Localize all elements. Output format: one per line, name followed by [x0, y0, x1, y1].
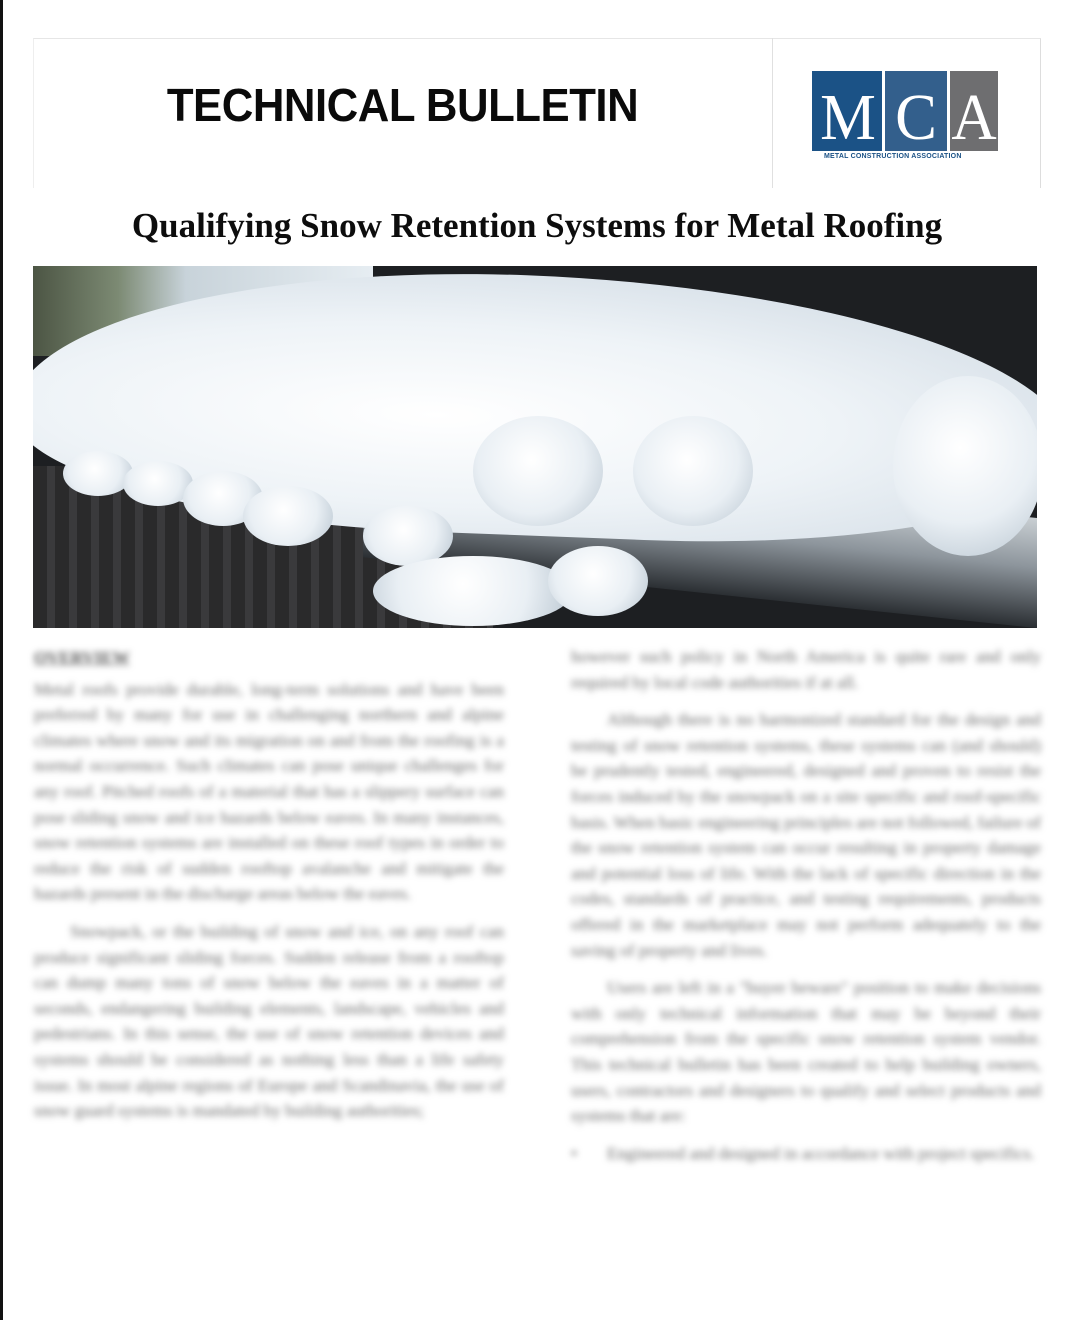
document-title: Qualifying Snow Retention Systems for Metal Roofing	[131, 206, 943, 245]
photo-snow-clump	[473, 416, 603, 526]
paragraph: Although there is no harmonized standard for the design and testing of snow retention systems, these systems can (and should) be prudently tested, engineered, designed and proven to resist the forces induced by the snowpack on a site specific and roof-specific basis. When basic engineering principles are not followed, failure of the snow retention system can occur resulting in property damage and potential loss of life. With the lack of specific direction in the codes, standards of practice, and testing requirements, products offered in the marketplace may not perform adequately to the saving of property and lives.	[571, 710, 1041, 960]
logo-letter-m: M	[820, 81, 877, 154]
bullet-text: Engineered and designed in accordance with project specifics.	[607, 1143, 1035, 1163]
photo-snow-clump	[373, 556, 573, 626]
bulletin-label: TECHNICAL BULLETIN	[166, 79, 639, 131]
paragraph: however such policy in North America is quite rare and only required by local code authorities if at all.	[571, 647, 1041, 692]
bullet-item	[571, 1141, 1041, 1167]
mca-logo	[812, 71, 998, 163]
header-divider	[772, 38, 773, 188]
logo-letter-a: A	[951, 81, 997, 154]
logo-letter-c: C	[895, 81, 937, 154]
photo-snow-clump	[893, 376, 1037, 556]
photo-snow-clump	[63, 451, 133, 496]
logo-tagline: METAL CONSTRUCTION ASSOCIATION	[824, 153, 962, 160]
logo-block-c	[885, 71, 947, 154]
photo-snow-clump	[548, 546, 648, 616]
hero-photo-snow-roof	[33, 266, 1037, 628]
photo-snow-clump	[633, 416, 753, 526]
paragraph: Snowpack, or the building of snow and ice, on any roof can produce significant sliding forces. Sudden release from a rooftop can dump many tons of snow below the eaves in a matter of seconds, endangering building elements, landscape, vehicles and pedestrians. In this sense, the use of snow retention devices and systems should be considered as nothing less than a life safety issue. In most alpine regions of Europe and Scandinavia, the use of snow guard systems is mandated by building authorities;	[34, 921, 504, 1121]
left-column	[34, 645, 504, 1136]
bullet-icon: •	[571, 1143, 578, 1163]
paragraph: Users are left in a "buyer beware" position to make decisions with only technical information that may be beyond their comprehension from the specific snow retention system vendor. This technical bulletin has been created to help building owners, users, contractors and designers to qualify and select products and systems that are:	[571, 978, 1041, 1126]
paragraph: Metal roofs provide durable, long-term solutions and have been preferred by many for use in challenging northern and alpine climates where snow and its migration on and from the roofing is a normal occurrence. Such climates can pose unique challenges for any roof. Pitched roofs of a material that has a slippery surface can pose sliding snow and ice hazards below eaves. In many instances, snow retention systems are installed on these roof types in order to reduce the risk of sudden rooftop avalanche and mitigate the hazards present in the discharge areas below the eaves.	[34, 679, 504, 904]
section-heading-overview: OVERVIEW	[34, 648, 130, 667]
logo-block-m	[812, 71, 882, 154]
page-edge	[0, 0, 3, 1320]
logo-block-a	[950, 71, 998, 154]
right-column	[571, 644, 1041, 1166]
photo-snow-clump	[243, 486, 333, 546]
